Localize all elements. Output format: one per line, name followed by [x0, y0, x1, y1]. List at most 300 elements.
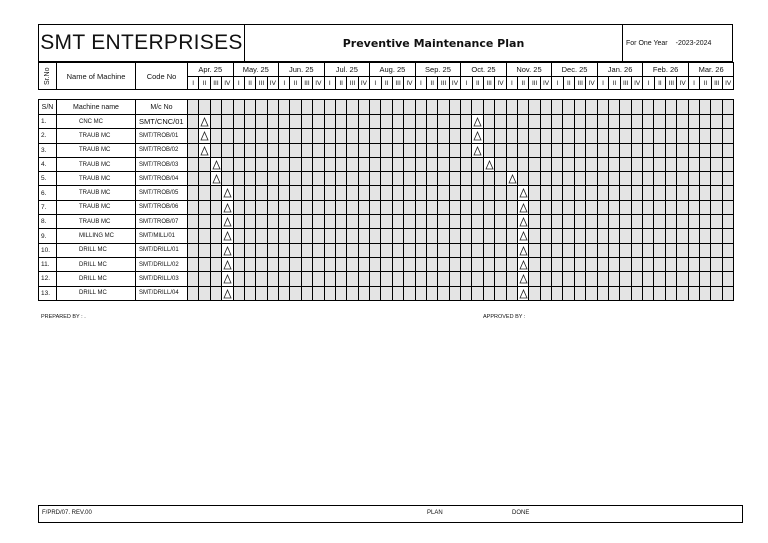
schedule-cell: [324, 186, 335, 200]
schedule-cell: [631, 286, 642, 300]
schedule-cell: [461, 243, 472, 257]
table-row: [39, 272, 734, 286]
sno-header: Sr.No: [44, 66, 51, 85]
schedule-cell: [222, 100, 233, 115]
schedule-cell: [517, 129, 528, 143]
schedule-cell: [426, 115, 437, 129]
schedule-cell: [597, 115, 608, 129]
schedule-cell: [586, 257, 597, 271]
schedule-cell: [370, 257, 381, 271]
schedule-cell: [620, 229, 631, 243]
schedule-cell: [233, 129, 244, 143]
week-header: II: [563, 77, 574, 90]
schedule-cell: [495, 172, 506, 186]
schedule-cell: [381, 215, 392, 229]
schedule-cell: [506, 200, 517, 214]
schedule-cell: [210, 200, 221, 214]
schedule-cell: [244, 100, 255, 115]
schedule-cell: [631, 200, 642, 214]
schedule-cell: [279, 286, 290, 300]
schedule-cell: [574, 257, 585, 271]
footer-bar: [38, 505, 743, 523]
machine-name: TRAUB MC: [57, 157, 136, 171]
week-header: II: [654, 77, 665, 90]
schedule-cell: [324, 257, 335, 271]
schedule-cell: [495, 200, 506, 214]
schedule-cell: [563, 157, 574, 171]
schedule-cell: [449, 143, 460, 157]
schedule-cell: [381, 186, 392, 200]
machine-name: TRAUB MC: [57, 143, 136, 157]
schedule-cell: [472, 286, 483, 300]
schedule-cell: [722, 243, 733, 257]
month-header: Dec. 25: [552, 63, 598, 77]
week-header: IV: [677, 77, 688, 90]
triangle-icon: [473, 129, 482, 141]
week-header: IV: [540, 77, 551, 90]
schedule-cell: [483, 100, 494, 115]
schedule-cell: [301, 200, 312, 214]
schedule-cell: [256, 100, 267, 115]
schedule-cell: [290, 215, 301, 229]
schedule-cell: [256, 200, 267, 214]
triangle-icon: [223, 201, 232, 213]
schedule-cell: [415, 229, 426, 243]
schedule-cell: [711, 172, 722, 186]
schedule-cell: [210, 115, 221, 129]
schedule-cell: [517, 157, 528, 171]
schedule-cell: [620, 129, 631, 143]
schedule-cell: [529, 129, 540, 143]
schedule-cell: [483, 186, 494, 200]
month-header: Jan. 26: [597, 63, 643, 77]
schedule-cell: [358, 143, 369, 157]
schedule-cell: [665, 257, 676, 271]
triangle-icon: [519, 272, 528, 284]
schedule-cell: [574, 172, 585, 186]
schedule-cell: [199, 172, 210, 186]
schedule-cell: [643, 157, 654, 171]
schedule-cell: [643, 172, 654, 186]
row-serial: 6.: [39, 186, 57, 200]
schedule-cell: [472, 257, 483, 271]
schedule-cell: [335, 200, 346, 214]
schedule-cell: [290, 115, 301, 129]
schedule-cell: [506, 272, 517, 286]
table-row: [39, 257, 734, 271]
schedule-cell: [370, 215, 381, 229]
machine-code: SMT/CNC/01: [136, 115, 188, 129]
schedule-cell: [654, 186, 665, 200]
schedule-cell: [370, 286, 381, 300]
schedule-cell: [654, 257, 665, 271]
schedule-cell: [347, 100, 358, 115]
schedule-cell: [506, 129, 517, 143]
schedule-cell: [358, 243, 369, 257]
week-header: III: [575, 77, 586, 90]
schedule-cell: [370, 186, 381, 200]
schedule-cell: [483, 115, 494, 129]
schedule-cell: [722, 186, 733, 200]
schedule-cell: [665, 143, 676, 157]
schedule-cell: [392, 186, 403, 200]
schedule-cell: [608, 229, 619, 243]
schedule-cell: [392, 286, 403, 300]
schedule-cell: [438, 286, 449, 300]
schedule-cell: [415, 143, 426, 157]
week-header: I: [279, 77, 290, 90]
schedule-cell: [472, 200, 483, 214]
schedule-cell: [290, 243, 301, 257]
triangle-icon: [485, 158, 494, 170]
schedule-cell: [335, 215, 346, 229]
schedule-cell: [529, 157, 540, 171]
planned-cell: [222, 215, 233, 229]
schedule-cell: [665, 100, 676, 115]
schedule-cell: [358, 229, 369, 243]
schedule-cell: [347, 215, 358, 229]
subheader-row: [39, 100, 734, 115]
schedule-cell: [210, 215, 221, 229]
schedule-cell: [461, 257, 472, 271]
schedule-cell: [415, 200, 426, 214]
schedule-cell: [381, 286, 392, 300]
schedule-cell: [631, 243, 642, 257]
schedule-cell: [279, 229, 290, 243]
schedule-cell: [461, 172, 472, 186]
schedule-cell: [244, 243, 255, 257]
schedule-cell: [358, 186, 369, 200]
schedule-cell: [665, 243, 676, 257]
schedule-cell: [347, 229, 358, 243]
schedule-cell: [711, 100, 722, 115]
sno-header-cell: [39, 63, 57, 90]
schedule-cell: [506, 215, 517, 229]
machine-name-subheader: Machine name: [57, 100, 136, 115]
schedule-cell: [677, 115, 688, 129]
schedule-cell: [426, 100, 437, 115]
schedule-cell: [426, 172, 437, 186]
month-header: Oct. 25: [461, 63, 507, 77]
schedule-cell: [370, 143, 381, 157]
week-header: I: [597, 77, 608, 90]
schedule-cell: [335, 186, 346, 200]
schedule-cell: [267, 257, 278, 271]
planned-cell: [199, 143, 210, 157]
schedule-cell: [563, 257, 574, 271]
schedule-cell: [540, 257, 551, 271]
schedule-cell: [631, 215, 642, 229]
schedule-cell: [722, 286, 733, 300]
schedule-cell: [381, 200, 392, 214]
schedule-cell: [529, 286, 540, 300]
column-header: [39, 63, 734, 90]
schedule-cell: [608, 157, 619, 171]
schedule-cell: [563, 229, 574, 243]
schedule-cell: [608, 186, 619, 200]
schedule-cell: [711, 157, 722, 171]
schedule-cell: [426, 215, 437, 229]
schedule-cell: [722, 143, 733, 157]
schedule-cell: [722, 172, 733, 186]
schedule-cell: [643, 243, 654, 257]
schedule-cell: [586, 143, 597, 157]
schedule-cell: [392, 229, 403, 243]
schedule-cell: [222, 115, 233, 129]
schedule-cell: [415, 186, 426, 200]
table-row: [39, 200, 734, 214]
schedule-cell: [711, 243, 722, 257]
schedule-cell: [301, 215, 312, 229]
schedule-cell: [381, 157, 392, 171]
schedule-cell: [506, 100, 517, 115]
schedule-cell: [574, 129, 585, 143]
schedule-cell: [404, 215, 415, 229]
schedule-cell: [392, 243, 403, 257]
schedule-cell: [347, 243, 358, 257]
schedule-cell: [517, 100, 528, 115]
schedule-cell: [506, 243, 517, 257]
week-header: IV: [358, 77, 369, 90]
schedule-cell: [495, 243, 506, 257]
schedule-cell: [381, 229, 392, 243]
schedule-cell: [438, 272, 449, 286]
week-header: III: [529, 77, 540, 90]
schedule-cell: [290, 186, 301, 200]
company-name: SMT ENTERPRISES: [39, 25, 245, 61]
schedule-cell: [574, 243, 585, 257]
schedule-cell: [290, 143, 301, 157]
schedule-cell: [313, 243, 324, 257]
schedule-cell: [631, 115, 642, 129]
machine-name: MILLING MC: [57, 229, 136, 243]
schedule-cell: [438, 143, 449, 157]
schedule-cell: [540, 129, 551, 143]
schedule-cell: [301, 272, 312, 286]
schedule-cell: [324, 143, 335, 157]
schedule-cell: [279, 272, 290, 286]
schedule-cell: [301, 129, 312, 143]
schedule-cell: [438, 257, 449, 271]
schedule-cell: [529, 200, 540, 214]
schedule-cell: [415, 215, 426, 229]
week-header: IV: [631, 77, 642, 90]
week-header: III: [620, 77, 631, 90]
for-label: For One Year: [626, 39, 668, 47]
week-header: III: [666, 77, 677, 90]
planned-cell: [483, 157, 494, 171]
schedule-cell: [267, 186, 278, 200]
row-serial: 11.: [39, 257, 57, 271]
schedule-cell: [199, 100, 210, 115]
schedule-cell: [267, 143, 278, 157]
schedule-cell: [620, 286, 631, 300]
schedule-cell: [540, 115, 551, 129]
schedule-cell: [392, 157, 403, 171]
schedule-cell: [290, 229, 301, 243]
schedule-cell: [483, 257, 494, 271]
machine-code: SMT/DRILL/02: [136, 257, 188, 271]
schedule-cell: [711, 272, 722, 286]
planned-cell: [472, 129, 483, 143]
schedule-cell: [540, 215, 551, 229]
planned-cell: [517, 243, 528, 257]
row-serial: 9.: [39, 229, 57, 243]
schedule-cell: [540, 186, 551, 200]
row-serial: 5.: [39, 172, 57, 186]
schedule-cell: [506, 143, 517, 157]
schedule-cell: [381, 100, 392, 115]
schedule-cell: [586, 157, 597, 171]
triangle-icon: [200, 115, 209, 127]
schedule-cell: [279, 143, 290, 157]
triangle-icon: [223, 258, 232, 270]
schedule-cell: [631, 272, 642, 286]
week-header: I: [688, 77, 699, 90]
schedule-cell: [233, 186, 244, 200]
schedule-cell: [404, 200, 415, 214]
schedule-cell: [415, 157, 426, 171]
schedule-cell: [301, 115, 312, 129]
schedule-cell: [495, 272, 506, 286]
schedule-cell: [643, 200, 654, 214]
schedule-cell: [461, 157, 472, 171]
schedule-cell: [267, 243, 278, 257]
schedule-cell: [722, 229, 733, 243]
machine-code: SMT/DRILL/03: [136, 272, 188, 286]
schedule-cell: [688, 243, 699, 257]
week-header: III: [392, 77, 403, 90]
schedule-cell: [370, 100, 381, 115]
machine-name: CNC MC: [57, 115, 136, 129]
machine-name: TRAUB MC: [57, 129, 136, 143]
table-row: [39, 172, 734, 186]
schedule-cell: [495, 143, 506, 157]
schedule-cell: [188, 257, 199, 271]
schedule-cell: [688, 129, 699, 143]
machine-code: SMT/TROB/06: [136, 200, 188, 214]
schedule-cell: [631, 100, 642, 115]
schedule-cell: [301, 229, 312, 243]
triangle-icon: [508, 172, 517, 184]
schedule-cell: [267, 115, 278, 129]
schedule-cell: [244, 257, 255, 271]
machine-name: DRILL MC: [57, 286, 136, 300]
schedule-cell: [404, 257, 415, 271]
schedule-cell: [415, 129, 426, 143]
planned-cell: [517, 186, 528, 200]
schedule-cell: [699, 186, 710, 200]
year-box: [623, 25, 732, 61]
schedule-cell: [438, 243, 449, 257]
schedule-cell: [222, 157, 233, 171]
schedule-cell: [631, 157, 642, 171]
schedule-cell: [540, 200, 551, 214]
schedule-cell: [449, 157, 460, 171]
schedule-cell: [301, 257, 312, 271]
schedule-cell: [711, 129, 722, 143]
schedule-cell: [677, 129, 688, 143]
schedule-cell: [688, 272, 699, 286]
schedule-cell: [279, 157, 290, 171]
schedule-cell: [256, 229, 267, 243]
schedule-cell: [449, 229, 460, 243]
schedule-cell: [495, 100, 506, 115]
schedule-cell: [358, 215, 369, 229]
schedule-cell: [563, 215, 574, 229]
schedule-cell: [529, 172, 540, 186]
planned-cell: [222, 229, 233, 243]
month-header: Jun. 25: [279, 63, 325, 77]
schedule-cell: [188, 186, 199, 200]
schedule-cell: [233, 272, 244, 286]
schedule-cell: [449, 115, 460, 129]
month-header: Jul. 25: [324, 63, 370, 77]
row-serial: 13.: [39, 286, 57, 300]
schedule-cell: [279, 243, 290, 257]
schedule-cell: [426, 157, 437, 171]
schedule-cell: [324, 115, 335, 129]
machine-code: SMT/TROB/05: [136, 186, 188, 200]
schedule-cell: [574, 157, 585, 171]
schedule-cell: [370, 115, 381, 129]
schedule-cell: [563, 172, 574, 186]
schedule-cell: [449, 215, 460, 229]
planned-cell: [222, 272, 233, 286]
maintenance-sheet: [38, 24, 733, 301]
schedule-cell: [620, 143, 631, 157]
schedule-cell: [335, 286, 346, 300]
schedule-cell: [506, 286, 517, 300]
schedule-cell: [620, 186, 631, 200]
machine-name: TRAUB MC: [57, 186, 136, 200]
schedule-cell: [267, 200, 278, 214]
schedule-cell: [495, 229, 506, 243]
schedule-cell: [495, 157, 506, 171]
schedule-cell: [495, 115, 506, 129]
schedule-cell: [301, 186, 312, 200]
schedule-cell: [290, 257, 301, 271]
month-header: Nov. 25: [506, 63, 552, 77]
schedule-cell: [574, 229, 585, 243]
week-header: I: [324, 77, 335, 90]
schedule-cell: [688, 215, 699, 229]
schedule-cell: [517, 172, 528, 186]
schedule-cell: [722, 115, 733, 129]
schedule-cell: [654, 200, 665, 214]
schedule-cell: [699, 200, 710, 214]
schedule-cell: [699, 115, 710, 129]
schedule-cell: [563, 200, 574, 214]
schedule-cell: [426, 286, 437, 300]
schedule-cell: [597, 186, 608, 200]
machine-name: DRILL MC: [57, 257, 136, 271]
schedule-cell: [392, 272, 403, 286]
schedule-cell: [631, 186, 642, 200]
schedule-cell: [188, 243, 199, 257]
schedule-cell: [461, 200, 472, 214]
schedule-cell: [256, 257, 267, 271]
schedule-cell: [449, 272, 460, 286]
schedule-cell: [256, 272, 267, 286]
schedule-cell: [404, 272, 415, 286]
schedule-cell: [643, 215, 654, 229]
schedule-cell: [438, 157, 449, 171]
planned-cell: [199, 115, 210, 129]
schedule-cell: [597, 257, 608, 271]
week-header: III: [256, 77, 267, 90]
schedule-cell: [643, 272, 654, 286]
